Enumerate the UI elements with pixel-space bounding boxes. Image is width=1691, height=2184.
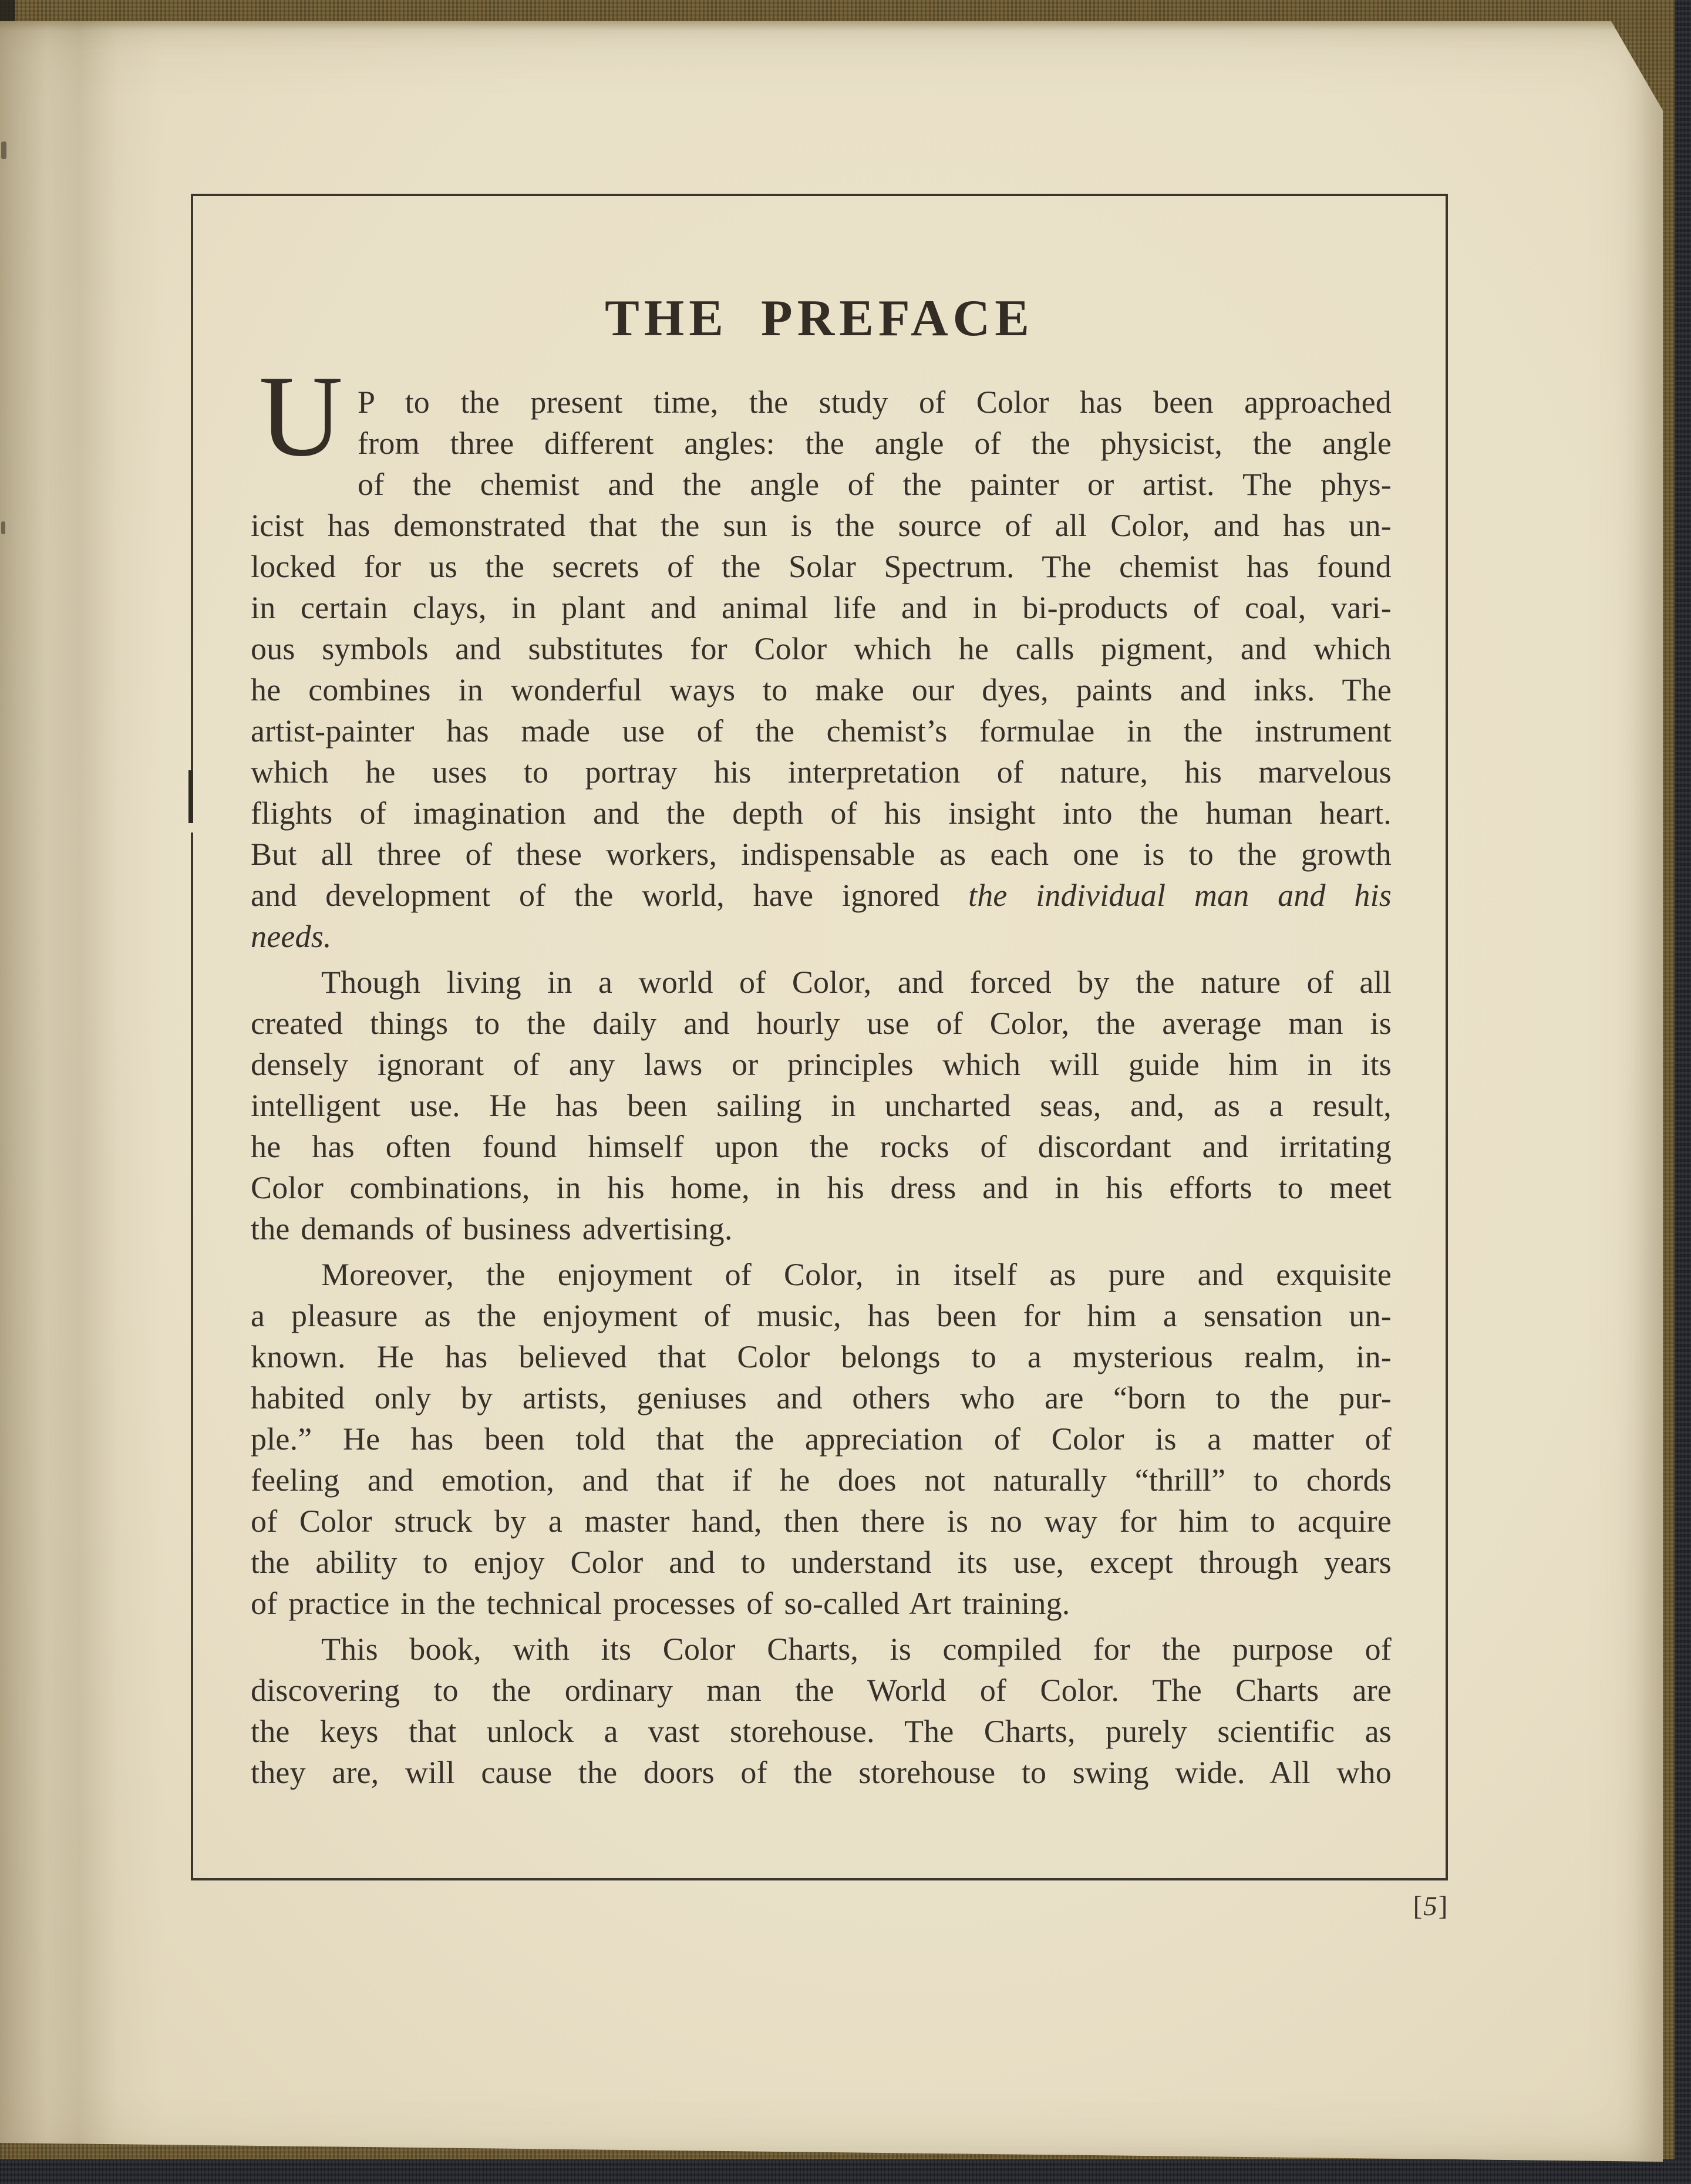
text-segment: they are, will cause the doors of the storehouse to swing wide. All who (251, 1755, 1392, 1790)
text-line (251, 587, 1392, 628)
text-segment: Color combinations, in his home, in his dress and in his efforts to meet (251, 1170, 1392, 1205)
page-edge-artifact (1, 521, 5, 534)
text-segment: of practice in the technical processes of so-called Art training. (251, 1586, 1070, 1621)
text-line (251, 1126, 1392, 1167)
text-segment: P to the present time, the study of Color has been approached (358, 385, 1392, 420)
text-segment: icist has demonstrated that the sun is the source of all Color, and has un- (251, 508, 1392, 543)
text-line (251, 793, 1392, 834)
text-segment: he combines in wonderful ways to make our dyes, paints and inks. The (251, 672, 1392, 707)
text-line (251, 1583, 1392, 1624)
text-segment: But all three of these workers, indispensable as each one is to the growth (251, 837, 1392, 872)
text-segment: artist-painter has made use of the chemist’s formulae in the instrument (251, 713, 1392, 749)
frame-rule-gap (187, 823, 196, 833)
text-segment: densely ignorant of any laws or principles which will guide him in its (251, 1047, 1392, 1082)
text-line (251, 1336, 1392, 1377)
paragraph (251, 1254, 1392, 1624)
text-segment: created things to the daily and hourly use of Color, the average man is (251, 1006, 1392, 1041)
drop-cap-letter: U (259, 352, 343, 480)
page-number-bracket-close: ] (1438, 1891, 1449, 1922)
text-line (251, 628, 1392, 669)
text-segment: and development of the world, have ignored (251, 878, 968, 913)
text-segment: feeling and emotion, and that if he does not naturally “thrill” to chords (251, 1462, 1392, 1498)
text-segment: the ability to enjoy Color and to understand its use, except through years (251, 1545, 1392, 1580)
text-line (251, 1003, 1392, 1044)
text-segment: ple.” He has been told that the appreciation of Color is a matter of (251, 1421, 1392, 1457)
text-line (251, 1295, 1392, 1336)
page-number-bracket-open: [ (1413, 1891, 1424, 1922)
page-number-value: 5 (1423, 1891, 1439, 1922)
text-segment: the keys that unlock a vast storehouse. The Charts, purely scientific as (251, 1714, 1392, 1749)
page-number (1366, 1890, 1495, 1922)
text-segment: habited only by artists, geniuses and others who are “born to the pur- (251, 1380, 1392, 1415)
text-line (251, 916, 1392, 957)
text-segment: intelligent use. He has been sailing in uncharted seas, and, as a result, (251, 1088, 1392, 1123)
text-segment: ous symbols and substitutes for Color which he calls pigment, and which (251, 631, 1392, 666)
text-line (251, 1418, 1392, 1460)
text-line (251, 1208, 1392, 1249)
text-line (251, 834, 1392, 875)
text-line (251, 1670, 1392, 1711)
text-line (251, 1044, 1392, 1085)
gutter-shadow (0, 21, 164, 2165)
text-line (251, 1629, 1392, 1670)
text-line (251, 1254, 1392, 1295)
page-edge-artifact (1, 141, 6, 159)
text-segment: known. He has believed that Color belongs to a mysterious realm, in- (251, 1339, 1392, 1374)
text-segment: locked for us the secrets of the Solar Spectrum. The chemist has found (251, 549, 1392, 584)
text-line (251, 1542, 1392, 1583)
text-segment: Moreover, the enjoyment of Color, in itself as pure and exquisite (321, 1257, 1392, 1292)
text-segment: discovering to the ordinary man the World of Color. The Charts are (251, 1673, 1392, 1708)
text-segment: he has often found himself upon the rocks of discordant and irritating (251, 1129, 1392, 1164)
text-segment: of Color struck by a master hand, then there is no way for him to acquire (251, 1504, 1392, 1539)
text-line (251, 505, 1392, 546)
text-line (251, 1501, 1392, 1542)
paragraph (251, 382, 1392, 957)
text-segment: from three different angles: the angle of the physicist, the angle (358, 426, 1392, 461)
text-line (251, 1752, 1392, 1793)
text-segment: of the chemist and the angle of the painter or artist. The phys- (358, 467, 1392, 502)
text-line (251, 1377, 1392, 1418)
text-line (251, 669, 1392, 710)
text-segment: the demands of business advertising. (251, 1211, 733, 1246)
text-line (251, 1167, 1392, 1208)
text-segment: flights of imagination and the depth of his insight into the human heart. (251, 796, 1392, 831)
text-segment: Though living in a world of Color, and forced by the nature of all (321, 965, 1392, 1000)
italic-text-segment: needs. (251, 919, 332, 954)
text-line (251, 875, 1392, 916)
text-column (251, 382, 1392, 1793)
text-line (251, 751, 1392, 793)
text-segment: This book, with its Color Charts, is compiled for the purpose of (321, 1632, 1392, 1667)
italic-text-segment: the individual man and his (968, 878, 1392, 913)
text-line (251, 382, 1392, 423)
paragraph (251, 962, 1392, 1249)
text-line (251, 423, 1392, 464)
text-line (251, 546, 1392, 587)
text-segment: which he uses to portray his interpretation of nature, his marvelous (251, 754, 1392, 790)
text-line (251, 464, 1392, 505)
paragraph (251, 1629, 1392, 1793)
text-line (251, 962, 1392, 1003)
text-segment: in certain clays, in plant and animal life and in bi-products of coal, vari- (251, 590, 1392, 625)
text-line (251, 1711, 1392, 1752)
page-title: THE PREFACE (605, 290, 1034, 347)
text-line (251, 1460, 1392, 1501)
text-segment: a pleasure as the enjoyment of music, has been for him a sensation un- (251, 1298, 1392, 1333)
frame-ink-blemish (188, 770, 193, 824)
text-line (251, 1085, 1392, 1126)
text-line (251, 710, 1392, 751)
